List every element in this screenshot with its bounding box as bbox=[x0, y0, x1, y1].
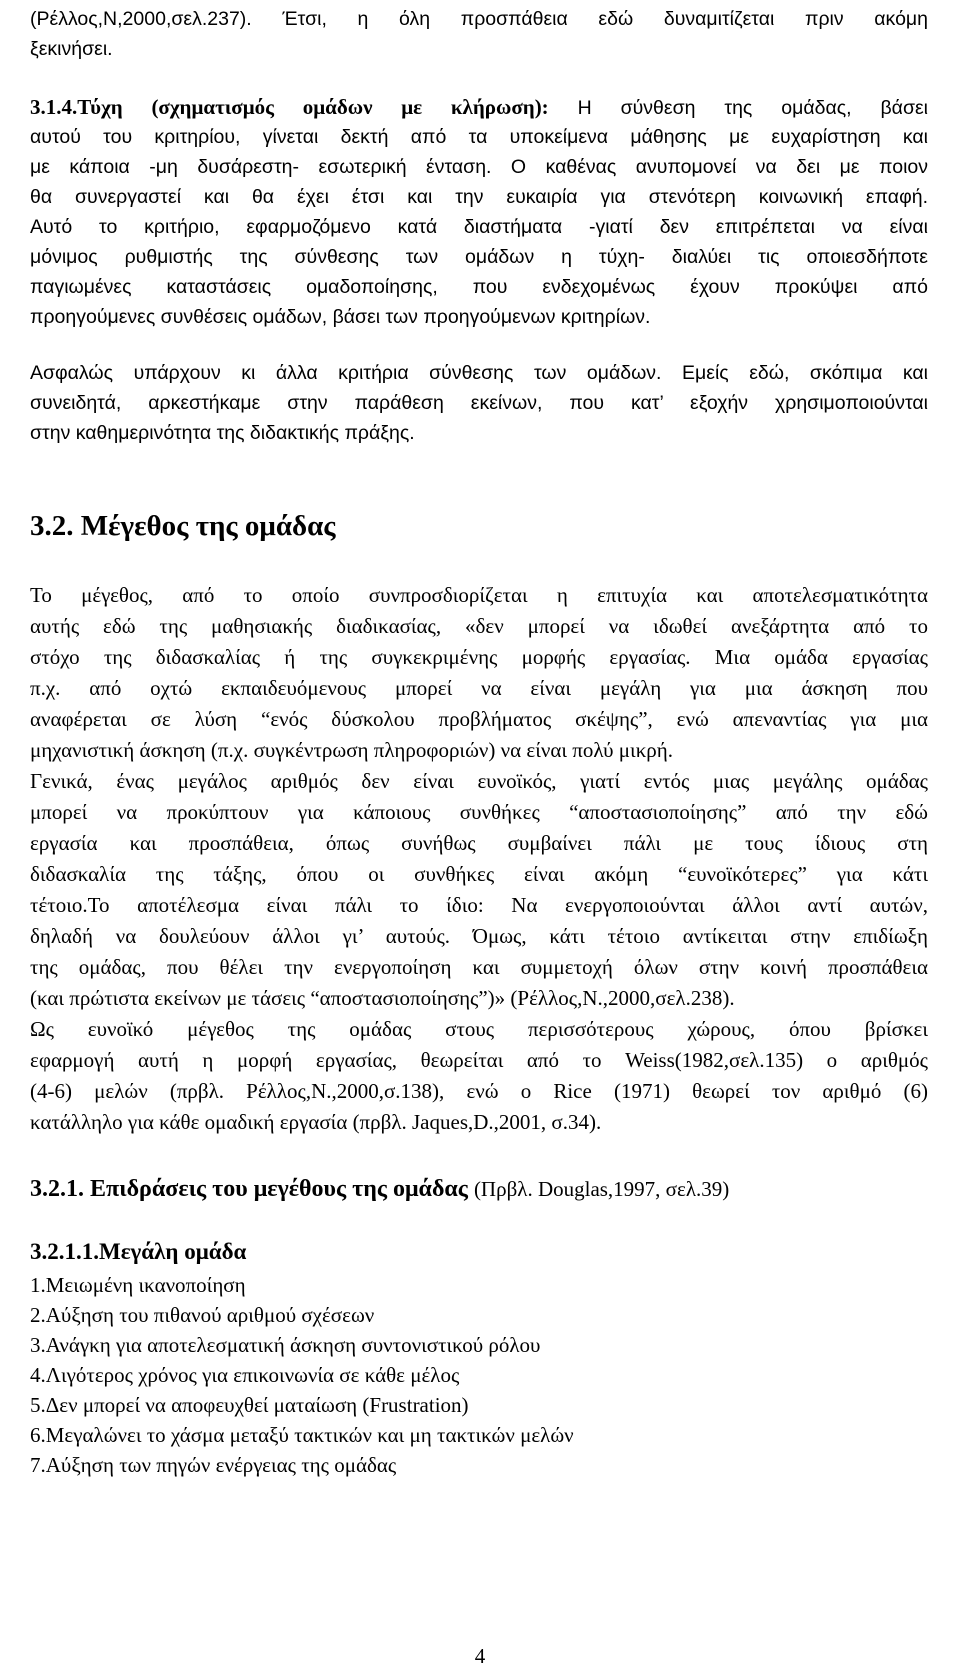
paragraph-line: μόνιμος ρυθμιστής της σύνθεσης των ομάδων η τύχη- διαλύει τις οποιεσδήποτε bbox=[30, 246, 928, 268]
paragraph-line: παγιωμένες καταστάσεις ομαδοποίησης, που ενδεχομένως έχουν προκύψει από bbox=[30, 276, 928, 298]
paragraph-line: (και πρώτιστα εκείνων με τάσεις “αποστασιοποίησης”)» (Ρέλλος,Ν.,2000,σελ.238). bbox=[30, 986, 735, 1010]
paragraph-line: αυτού του κριτηρίου, γίνεται δεκτή από τα υποκείμενα μάθησης με ευχαρίστηση και bbox=[30, 126, 928, 148]
list-item: 4.Λιγότερος χρόνος για επικοινωνία σε κάθε μέλος bbox=[30, 1363, 460, 1387]
section-3211-heading: 3.2.1.1.Μεγάλη ομάδα bbox=[30, 1239, 247, 1264]
paragraph-line: στην καθημερινότητα της διδακτικής πράξης. bbox=[30, 422, 415, 444]
paragraph-line: (4-6) μελών (πρβλ. Ρέλλος,Ν.,2000,σ.138), ενώ ο Rice (1971) θεωρεί τον αριθμό (6) bbox=[30, 1079, 928, 1103]
page-number: 4 bbox=[474, 1644, 486, 1668]
section-314-first-line bbox=[30, 94, 928, 122]
list-item: 1.Μειωμένη ικανοποίηση bbox=[30, 1273, 246, 1297]
paragraph-line: ξεκινήσει. bbox=[30, 38, 113, 60]
section-32-heading: 3.2. Μέγεθος της ομάδας bbox=[30, 510, 336, 542]
list-item: 7.Αύξηση των πηγών ενέργειας της ομάδας bbox=[30, 1453, 397, 1477]
section-321-heading bbox=[30, 1174, 928, 1206]
paragraph-line: Το μέγεθος, από το οποίο συνπροσδιορίζεται η επιτυχία και αποτελεσματικότητα bbox=[30, 583, 928, 607]
paragraph-line: π.χ. από οχτώ εκπαιδευόμενους μπορεί να είναι μεγάλη για μια άσκηση που bbox=[30, 676, 928, 700]
section-heading: 3.2.1. Επιδράσεις του μεγέθους της ομάδας bbox=[30, 1176, 468, 1202]
paragraph-line: με κάποια -μη δυσάρεστη- εσωτερική ένταση. Ο καθένας ανυπομονεί να δει με ποιον bbox=[30, 156, 928, 178]
paragraph-line: στόχο της διδασκαλίας ή της συγκεκριμένης μορφής εργασίας. Μια ομάδα εργασίας bbox=[30, 645, 928, 669]
list-item: 5.Δεν μπορεί να αποφευχθεί ματαίωση (Frustration) bbox=[30, 1393, 469, 1417]
paragraph-line: μηχανιστική άσκηση (π.χ. συγκέντρωση πληροφοριών) να είναι πολύ μικρή. bbox=[30, 738, 674, 762]
paragraph-line: τέτοιο.Το αποτέλεσμα είναι πάλι το ίδιο: Να ενεργοποιούνται άλλοι αντί αυτών, bbox=[30, 893, 928, 917]
paragraph-line: της ομάδας, που θέλει την ενεργοποίηση και συμμετοχή όλων στην κοινή προσπάθεια bbox=[30, 955, 928, 979]
paragraph-line: εφαρμογή αυτή η μορφή εργασίας, θεωρείται από το Weiss(1982,σελ.135) ο αριθμός bbox=[30, 1048, 928, 1072]
paragraph-line: αυτής εδώ της μαθησιακής διαδικασίας, «δεν μπορεί να ιδωθεί ανεξάρτητα από το bbox=[30, 614, 928, 638]
paragraph-line: δηλαδή να δουλεύουν άλλοι γι’ αυτούς. Όμως, κάτι τέτοιο αντίκειται στην επιδίωξη bbox=[30, 924, 928, 948]
paragraph-line: μπορεί να προκύπτουν για κάποιους συνθήκες “αποστασιοποίησης” από την εδώ bbox=[30, 800, 928, 824]
paragraph-line: Γενικά, ένας μεγάλος αριθμός δεν είναι ευνοϊκός, γιατί εντός μιας μεγάλης ομάδας bbox=[30, 769, 928, 793]
paragraph-line: διδασκαλία της τάξης, όπου οι συνθήκες είναι ακόμη “ευνοϊκότερες” για κάτι bbox=[30, 862, 928, 886]
paragraph-line: εργασία και προσπάθεια, όπως συνήθως συμβαίνει πάλι με τους ίδιους στη bbox=[30, 831, 928, 855]
list-item: 6.Μεγαλώνει το χάσμα μεταξύ τακτικών και μη τακτικών μελών bbox=[30, 1423, 574, 1447]
paragraph-line: συνειδητά, αρκεστήκαμε στην παράθεση εκείνων, που κατ’ εξοχήν χρησιμοποιούνται bbox=[30, 392, 928, 414]
paragraph-line: προηγούμενες συνθέσεις ομάδων, βάσει των προηγούμενων κριτηρίων. bbox=[30, 306, 651, 328]
paragraph-text: Η σύνθεση της ομάδας, βάσει bbox=[577, 97, 929, 119]
paragraph-line: (Ρέλλος,Ν,2000,σελ.237). Έτσι, η όλη προσπάθεια εδώ δυναμιτίζεται πριν ακόμη bbox=[30, 8, 928, 30]
section-heading: 3.1.4.Τύχη (σχηματισμός ομάδων με κλήρωση): bbox=[30, 95, 549, 119]
paragraph-line: αναφέρεται σε λύση “ενός δύσκολου προβλήματος σκέψης”, ενώ απεναντίας για μια bbox=[30, 707, 928, 731]
paragraph-line: θα συνεργαστεί και θα έχει έτσι και την ευκαιρία για στενότερη κοινωνική επαφή. bbox=[30, 186, 928, 208]
list-item: 2.Αύξηση του πιθανού αριθμού σχέσεων bbox=[30, 1303, 375, 1327]
list-item: 3.Ανάγκη για αποτελεσματική άσκηση συντονιστικού ρόλου bbox=[30, 1333, 541, 1357]
paragraph-line: κατάλληλο για κάθε ομαδική εργασία (πρβλ. Jaques,D.,2001, σ.34). bbox=[30, 1110, 602, 1134]
section-reference: (Πρβλ. Douglas,1997, σελ.39) bbox=[473, 1177, 730, 1201]
paragraph-line: Αυτό το κριτήριο, εφαρμοζόμενο κατά διαστήματα -γιατί δεν επιτρέπεται να είναι bbox=[30, 216, 928, 238]
paragraph-line: Ασφαλώς υπάρχουν κι άλλα κριτήρια σύνθεσης των ομάδων. Εμείς εδώ, σκόπιμα και bbox=[30, 362, 928, 384]
paragraph-line: Ως ευνοϊκό μέγεθος της ομάδας στους περισσότερους χώρους, όπου βρίσκει bbox=[30, 1017, 928, 1041]
